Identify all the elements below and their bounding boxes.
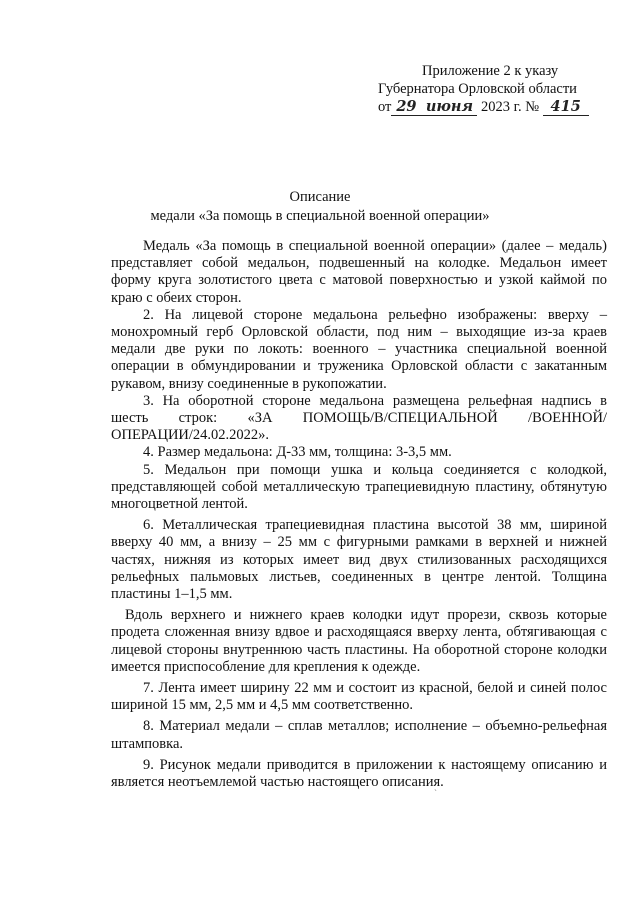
paragraph-9: 9. Рисунок медали приводится в приложении к настоящему описанию и является неотъемлемой частью настоящего описания. — [111, 756, 607, 791]
appendix-line-2: Губернатора Орловской области — [378, 81, 577, 97]
paragraph-7: 7. Лента имеет ширину 22 мм и состоит из красной, белой и синей полос шириной 15 мм, 2,5 мм и 4,5 мм соответственно. — [111, 680, 607, 714]
paragraph-6-continued: Вдоль верхнего и нижнего краев колодки идут прорези, сквозь которые продета сложенная внизу вдвое и расходящаяся вверху лента, обтягивающая с лицевой стороны внутреннюю часть пластины. На оборотной стороне колодки имеется приспособление для крепления к одежде. — [111, 607, 607, 675]
paragraph-1: Медаль «За помощь в специальной военной операции» (далее – медаль) представляет собой медальон, подвешенный на колодке. Медальон имеет форму круга золотистого цвета с матовой поверхностью и узкой каймой по краю с обеих сторон. — [111, 238, 607, 306]
paragraph-3: 3. На оборотной стороне медальона размещена рельефная надпись в шесть строк: «ЗА ПОМОЩЬ/В/СПЕЦИАЛЬНОЙ /ВОЕННОЙ/ОПЕРАЦИИ/24.02.2022». — [111, 392, 607, 444]
handwritten-day: 29 — [391, 99, 421, 116]
paragraph-5: 5. Медальон при помощи ушка и кольца соединяется с колодкой, представляющей собой металлическую трапециевидную пластину, обтянутую многоцветной лентой. — [111, 461, 607, 513]
paragraph-8: 8. Материал медали – сплав металлов; исполнение – объемно-рельефная штамповка. — [111, 718, 607, 752]
handwritten-month: июня — [421, 99, 477, 116]
appendix-header — [378, 62, 608, 116]
paragraph-2: 2. На лицевой стороне медальона рельефно изображены: вверху – монохромный герб Орловской области, под ним – выходящие из-за краев медали две руки по локоть: военного – участника специальной военной операции в обмундировании и труженика Орловской области с закатанным рукавом, внизу соединенные в рукопожатии. — [111, 306, 607, 392]
document-subtitle: медали «За помощь в специальной военной операции» — [150, 208, 490, 224]
paragraph-6: 6. Металлическая трапециевидная пластина высотой 38 мм, шириной вверху 40 мм, а внизу – 25 мм с фигурными рамками в верхней и нижней частях, нижняя из которых имеет вид двух стилизованных расходящихся рельефных пальмовых листьев, соединенных в центре лентой. Толщина пластины 1–1,5 мм. — [111, 517, 607, 603]
scan-speck: ˋ — [434, 788, 437, 798]
date-year-number-label: 2023 г. № — [481, 99, 540, 115]
appendix-line-1: Приложение 2 к указу — [422, 63, 559, 79]
paragraph-4: 4. Размер медальона: Д-33 мм, толщина: 3-3,5 мм. — [143, 444, 452, 461]
document-title: Описание — [289, 189, 351, 205]
appendix-date-line — [378, 98, 608, 116]
handwritten-decree-number: 415 — [543, 99, 589, 116]
document-body — [111, 238, 607, 791]
date-prefix: от — [378, 99, 392, 115]
